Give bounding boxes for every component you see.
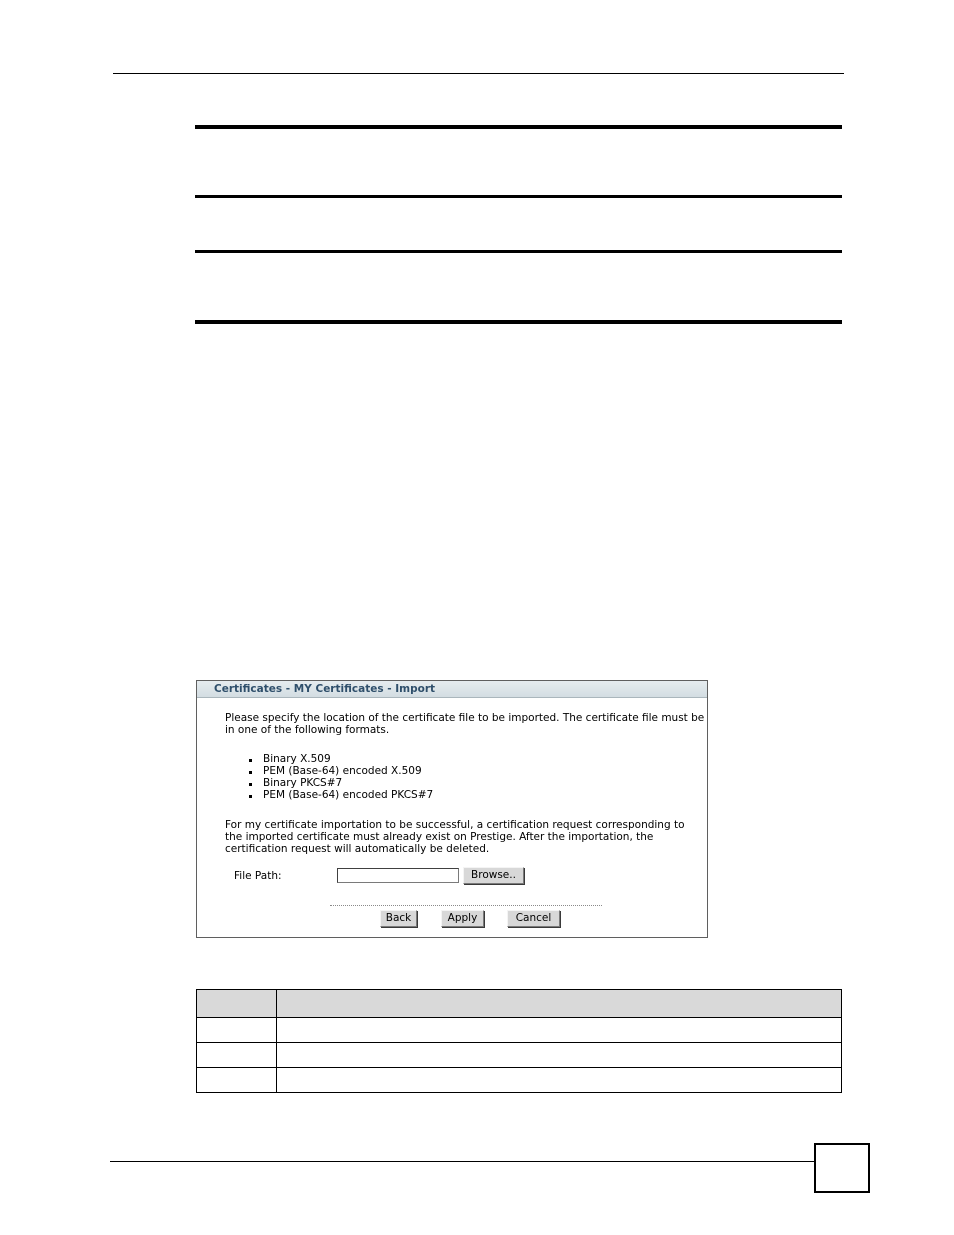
table-cell <box>277 1043 842 1068</box>
table-header-cell <box>277 990 842 1018</box>
bullet-icon <box>249 783 252 786</box>
table-cell <box>197 1068 277 1093</box>
note-text: For my certificate importation to be successful, a certification request corresponding to the imported certificate must already exist on Prestige. After the importation, the certification request will automatically be deleted. <box>225 819 685 855</box>
header-rule <box>113 73 844 74</box>
table-row <box>197 1018 842 1043</box>
table-row <box>197 1068 842 1093</box>
list-item: Binary X.509 <box>249 753 433 765</box>
file-path-input[interactable] <box>337 868 459 883</box>
bullet-icon <box>249 759 252 762</box>
cancel-button[interactable]: Cancel <box>507 910 560 927</box>
note-box-bottom-rule <box>195 195 842 198</box>
intro-text: Please specify the location of the certificate file to be imported. The certificate file must be in one of the following formats. <box>225 712 705 736</box>
back-button[interactable]: Back <box>380 910 417 927</box>
certificate-import-panel <box>196 680 708 938</box>
list-item: PEM (Base-64) encoded X.509 <box>249 765 433 777</box>
table-header-cell <box>197 990 277 1018</box>
footer-rule <box>110 1161 814 1162</box>
table-header-row <box>197 990 842 1018</box>
table-row <box>197 1043 842 1068</box>
list-item: Binary PKCS#7 <box>249 777 433 789</box>
divider <box>330 905 602 906</box>
panel-title: Certificates - MY Certificates - Import <box>197 681 707 698</box>
table-cell <box>277 1068 842 1093</box>
note-box-top-rule <box>195 125 842 129</box>
file-path-label: File Path: <box>234 870 282 882</box>
apply-button[interactable]: Apply <box>441 910 484 927</box>
bullet-icon <box>249 795 252 798</box>
tip-box-bottom-rule <box>195 320 842 324</box>
list-item: PEM (Base-64) encoded PKCS#7 <box>249 789 433 801</box>
table-cell <box>277 1018 842 1043</box>
tip-box-top-rule <box>195 250 842 253</box>
table-cell <box>197 1018 277 1043</box>
page-number-box <box>814 1143 870 1193</box>
format-list <box>249 753 433 801</box>
field-description-table <box>196 989 842 1093</box>
bullet-icon <box>249 771 252 774</box>
table-cell <box>197 1043 277 1068</box>
browse-button[interactable]: Browse.. <box>463 867 524 884</box>
